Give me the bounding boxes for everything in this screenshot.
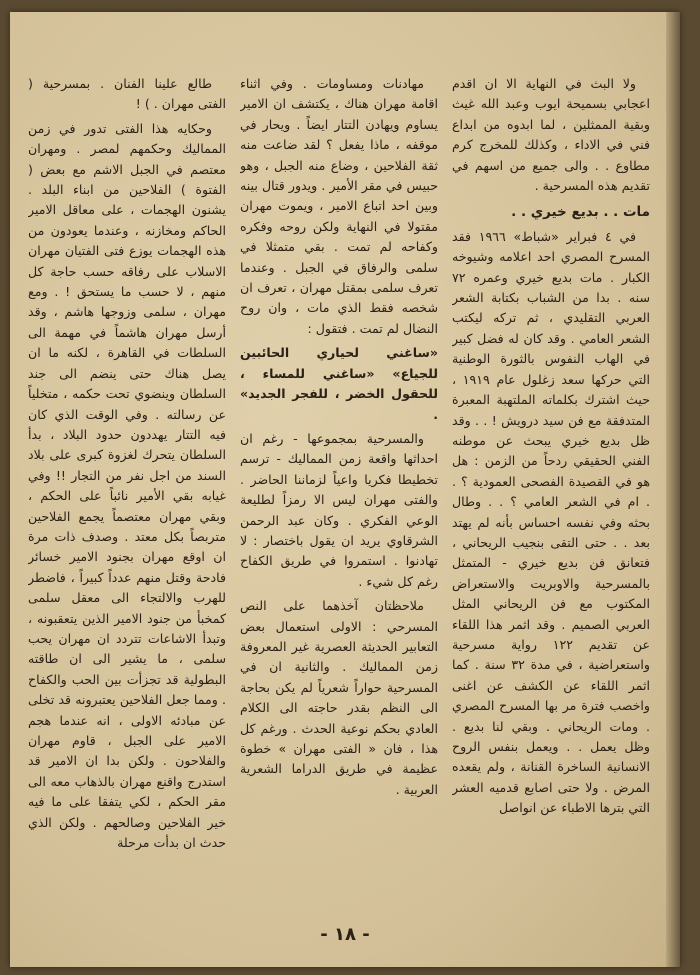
column-left xyxy=(452,74,650,909)
article-paragraph: ملاحظتان آخذهما على النص المسرحي : الاولى استعمال بعض التعابير الحديثة العصرية غير المعروفة زمن المماليك . والثانية ان في المسرحية حواراً شعرياً لم يكن بحاجة الى النظم بقدر حاجته الى الكلام العادي بحكم نوعية الحدث . ورغم كل هذا ، فان « الفتى مهران » خطوة عظيمة في طريق الدراما الشعرية العربية . xyxy=(240,598,438,797)
article-paragraph: طالع علينا الفنان . بمسرحية ( الفتى مهران . ) ! xyxy=(28,76,226,112)
magazine-page xyxy=(10,12,680,967)
page-number: - ١٨ - xyxy=(320,924,370,945)
article-paragraph: مهادنات ومساومات . وفي اثناء اقامة مهران هناك ، يكتشف ان الامير يساوم ويهادن التتار ايضاً . ويحار في موقفه ، ماذا يفعل ؟ لقد ضاعت منه ثقة الفلاحين ، وضاع منه الجبل ، وهو حبيس في مقر الأمير . ويدور قتال بينه وبين احد اتباع الامير ، ويموت مهران مقتولا في النهاية ولكن روحه وفكره وكفاحه لم تمت . بقي متمثلا في سلمى والرفاق في الجبل . وعندما تعرف سلمى بمقتل مهران ، تعرف ان شخصه فقط الذي مات ، وان روح النضال لم تمت . فتقول : xyxy=(240,76,438,336)
page-edge-shadow xyxy=(666,12,680,967)
article-paragraph: «ساغني لحياري الحائبين للجياع» «ساغني للمساء ، للحقول الخضر ، للفجر الجديد» . xyxy=(240,345,438,422)
column-right xyxy=(28,74,226,909)
article-paragraph: والمسرحية بمجموعها - رغم ان احداثها واقعة زمن المماليك - ترسم تخطيطا فكريا واعياً لزماننا الحاضر . والفتى مهران ليس الا رمزاً لطليعة الوعي الفكري . وكان عبد الرحمن الشرقاوي يريد ان يقول باختصار : لا تهادنوا . استمروا في طريق الكفاح رغم كل شيء . xyxy=(240,430,438,589)
text-columns xyxy=(28,74,650,909)
column-middle xyxy=(240,74,438,909)
section-heading: مات . . بديع خيري . . xyxy=(511,204,650,221)
article-paragraph: ولا البث في النهاية الا ان اقدم اعجابي بسميحة ايوب وعبد الله غيث وبقية الممثلين ، لما ابدوه من ابداع فني في الاداء ، وكذلك للمخرج كرم مطاوع . . والى جميع من اسهم في تقديم هذه المسرحية . xyxy=(452,76,650,194)
article-paragraph: في ٤ فبراير «شباط» ١٩٦٦ فقد المسرح المصري احد اعلامه وشيوخه الكبار . مات بديع خيري وعمره ٧٢ سنه . بدا من الشباب بكتابة الشعر العربي التقليدي ، ثم تركه ليكتب الشعر العامي . وقد كان له فضل كبير في الهاب النفوس بالثورة الوطنية التي حركها سعد زغلول عام ١٩١٩ ، حيث اشترك بكلماته الملتهبة المعبرة المتدفقة مع فن سيد درويش ! . . وقد ظل بديع خيري يبحث عن موطنه الفني الحقيقي ردحاً من الزمن : هل هو في القصيدة الفصحى العمودية ؟ . . ام في الشعر العامي ؟ . . وطال بحثه وفي نفسه احساس بأنه لم يهتد بعد . . حتى التقى بنجيب الريحاني ، فتعانق فن بديع خيري - المتمثل بالمسرحية والاوبريت والاستعراض المكتوب مع فن الريحاني المثل العربي الصميم . وقد اثمر هذا اللقاء عن تقديم ١٢٢ رواية مسرحية واستعراضية ، في مدة ٣٢ سنة . كما اثمر اللقاء عن الكشف عن اغنى واخصب فترة مر بها المسرح المصري . ومات الريحاني . وبقي لنا بديع . وظل يعمل . . ويعمل بنفس الروح الانسانية الساخرة القنانة ، ولم يقعده المرض . ولا حتى اصابع قدميه العشر التي بترها الاطباء عن انواصل xyxy=(452,228,650,816)
article-paragraph: وحكايه هذا الفتى تدور في زمن المماليك وحكمهم لمصر . ومهران معتصم في الجبل الاشم مع بعض ( الفتوة ) الفلاحين من ابناء البلد . يشنون الهجمات ، على معاقل الامير الحاكم ومخازنه ، وعندما يعودون من هذه الهجمات يوزع فتى الفتيان مهران الاسلاب على رفاقه حسب حاجة كل منهم ، لا حسب ما يستحق ! . ومع مهران ، سلمى وزوجها هاشم ، وقد أرسل مهران هاشماً في مهمة الى السلطات في القاهرة ، لكنه ما ان يصل هناك حتى ينضم الى جند السلطان وينضوي تحت حكمه ، متخلياً عن رسالته . وفي الوقت الذي كان فيه التتار يهددون حدود البلاد ، بدأ السلطان يتحرك لغزوة كبرى على بلاد السند من اجل نفر من التجار !! وفي غيابه بقي الأمير نائباً على الحكم ، وبقي مهران معتصماً يجمع الفلاحين متربصاً بكل معتد . وصدف ذات مرة ان اوقع مهران بجنود الامير خسائر فادحة وقتل منهم عدداً كبيراً ، فاضطر للهرب والالتجاء الى معقل سلمى كمخبأ من جنود الامير الذين يتعقبونه ، وتبدأ الاشاعات تتردد ان مهران يحب سلمى ، ما يشير الى ان طاقته البطولية قد تجزأت بين الحب والكفاح . ومما جعل الفلاحين يعتبرونه قد تخلى عن مبادئه الاولى ، انه عندما هجم الامير على الجبل ، قاوم مهران والفلاحون . ولكن بدا ان الامير قد استدرج واقنع مهران بالذهاب معه الى مقر الحكم ، لكي يتفقا على ما فيه خير الفلاحين وصالحهم . ولكن الذي حدث ان بدأت مرحلة xyxy=(28,120,226,851)
